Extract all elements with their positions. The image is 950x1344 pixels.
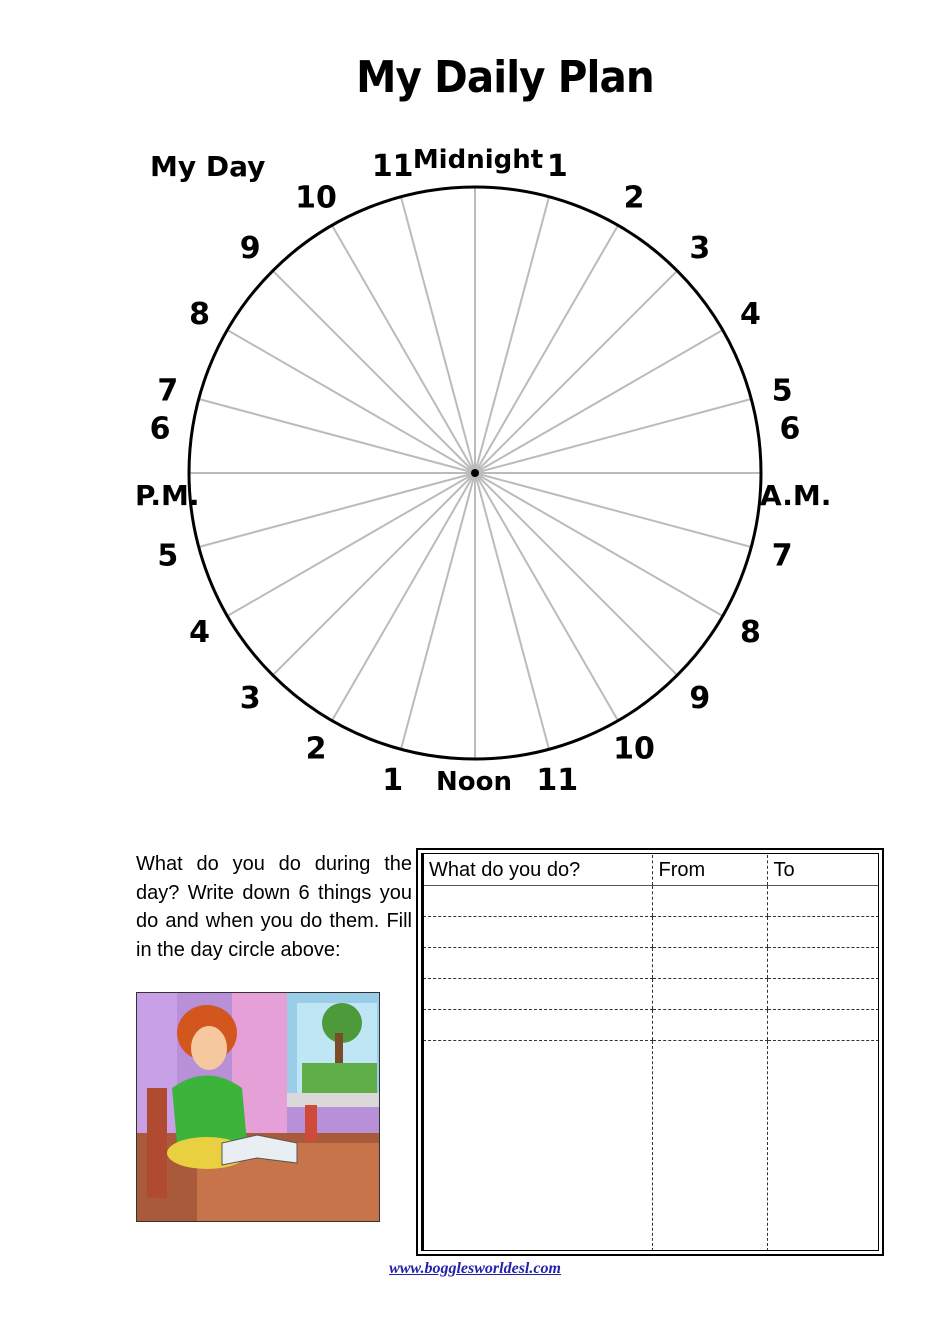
hour-label-am-8: 8	[739, 615, 761, 650]
table-row	[423, 1010, 879, 1041]
hour-label-pm-11: 11	[371, 148, 414, 184]
header-from: From	[652, 855, 767, 886]
header-activity: What do you do?	[423, 855, 652, 886]
activity-cell[interactable]	[423, 948, 652, 979]
from-cell[interactable]	[652, 948, 767, 979]
hour-label-am-9: 9	[689, 680, 711, 716]
to-cell[interactable]	[767, 886, 879, 917]
from-cell[interactable]	[652, 979, 767, 1010]
hour-label-am-7: 7	[771, 538, 793, 574]
to-cell[interactable]	[767, 948, 879, 979]
hour-label-am-3: 3	[689, 231, 711, 267]
clock-spoke	[475, 473, 751, 547]
girl-reading-illustration	[136, 992, 380, 1222]
clock-spoke	[273, 271, 475, 473]
clock-spoke	[332, 473, 475, 721]
hour-label-pm-6: 6	[149, 411, 171, 447]
day-clock	[0, 130, 950, 820]
hour-label-am-11: 11	[536, 763, 579, 799]
instructions-text: What do you do during the day? Write down 6 things you do and when you do them. Fill in the day circle above:	[136, 853, 412, 961]
hour-label-pm-5: 5	[157, 538, 179, 574]
activity-cell[interactable]	[423, 917, 652, 948]
to-cell[interactable]	[767, 1010, 879, 1041]
from-cell[interactable]	[652, 886, 767, 917]
clock-spoke	[227, 473, 475, 616]
activity-cell[interactable]	[423, 979, 652, 1010]
clock-spoke	[475, 473, 618, 721]
activity-cell[interactable]	[423, 1041, 652, 1252]
table-row	[423, 917, 879, 948]
hour-label-am-2: 2	[623, 180, 645, 216]
clock-spoke	[475, 473, 677, 675]
am-label: A.M.	[760, 479, 832, 512]
to-cell[interactable]	[767, 1041, 879, 1252]
clock-spoke	[401, 473, 475, 749]
clock-spoke	[475, 399, 751, 473]
hour-label-am-5: 5	[771, 373, 793, 409]
table-row	[423, 1041, 879, 1252]
activity-table	[423, 855, 879, 1251]
clock-spoke	[401, 197, 475, 473]
hour-label-am-1: 1	[546, 148, 568, 184]
pm-label: P.M.	[135, 479, 200, 512]
hour-label-am-4: 4	[739, 297, 761, 332]
hour-label-pm-2: 2	[305, 731, 327, 767]
clock-spoke	[475, 225, 618, 473]
clock-spoke	[475, 473, 723, 616]
clock-spoke	[475, 473, 549, 749]
table-row	[423, 979, 879, 1010]
clock-spoke	[475, 271, 677, 473]
activity-table-frame	[416, 848, 884, 1256]
noon-label: Noon	[436, 767, 512, 797]
clock-spoke	[475, 197, 549, 473]
table-header-row	[423, 855, 879, 886]
hour-label-pm-7: 7	[157, 373, 179, 409]
table-row	[423, 886, 879, 917]
hour-label-pm-8: 8	[189, 297, 211, 332]
to-cell[interactable]	[767, 917, 879, 948]
page-title: My Daily Plan	[356, 52, 654, 103]
hour-label-pm-10: 10	[295, 180, 337, 216]
from-cell[interactable]	[652, 1041, 767, 1252]
hour-label-pm-1: 1	[382, 763, 404, 799]
hour-label-pm-9: 9	[239, 231, 261, 267]
to-cell[interactable]	[767, 979, 879, 1010]
activity-cell[interactable]	[423, 1010, 652, 1041]
clock-spoke	[332, 225, 475, 473]
activity-cell[interactable]	[423, 886, 652, 917]
hour-label-am-10: 10	[613, 731, 655, 767]
clock-spoke	[227, 330, 475, 473]
clock-spoke	[199, 473, 475, 547]
clock-center-dot	[471, 469, 479, 477]
hour-label-am-6: 6	[779, 411, 801, 447]
clock-spoke	[199, 399, 475, 473]
header-to: To	[767, 855, 879, 886]
hour-label-pm-4: 4	[189, 615, 211, 650]
clock-spoke	[475, 330, 723, 473]
clock-spoke	[273, 473, 475, 675]
midnight-label: Midnight	[412, 145, 544, 175]
from-cell[interactable]	[652, 917, 767, 948]
my-day-label: My Day	[150, 150, 266, 183]
hour-label-pm-3: 3	[239, 680, 261, 716]
website-link[interactable]: www.bogglesworldesl.com	[389, 1260, 561, 1277]
from-cell[interactable]	[652, 1010, 767, 1041]
table-row	[423, 948, 879, 979]
